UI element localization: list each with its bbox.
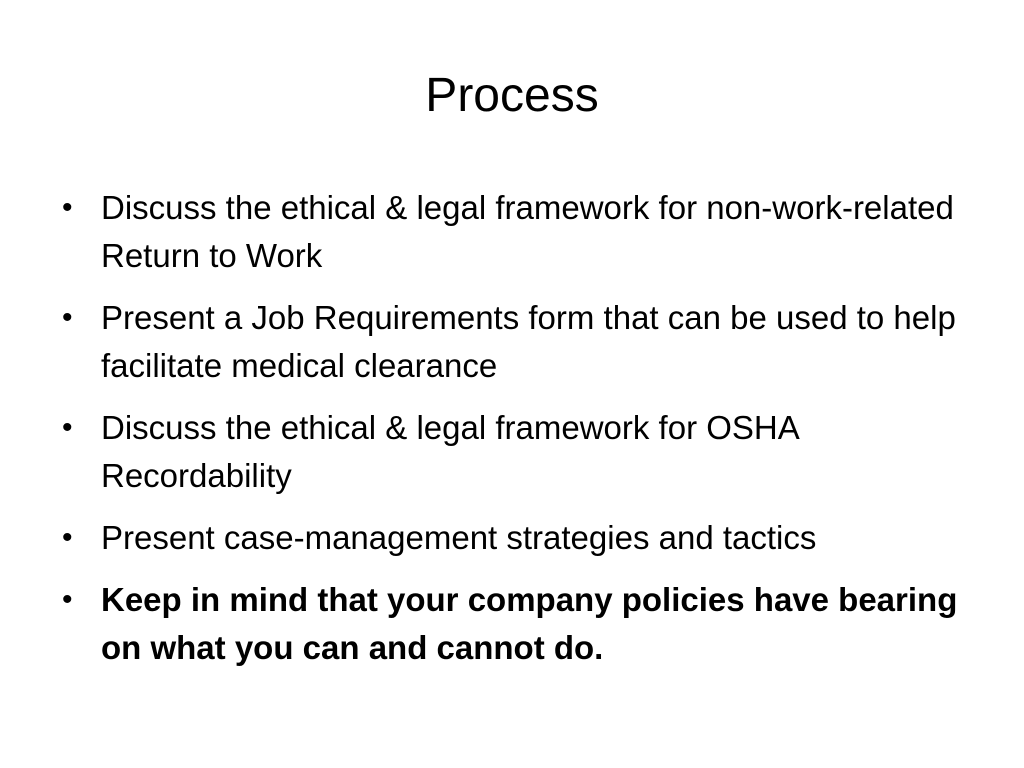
bullet-item [56,184,976,280]
bullet-item-emphasis [56,576,976,672]
bullet-item [56,294,976,390]
bullet-list [56,184,976,686]
bullet-text: Discuss the ethical & legal framework for OSHA Recordability [101,409,798,494]
bullet-icon: • [62,191,73,224]
bullet-icon: • [62,301,73,334]
bullet-icon: • [62,411,73,444]
bullet-text: Discuss the ethical & legal framework for non-work-related Return to Work [101,189,954,274]
bullet-icon: • [62,521,73,554]
bullet-text: Present a Job Requirements form that can be used to help facilitate medical clearance [101,299,956,384]
slide-title: Process [425,69,599,122]
bullet-text: Present case-management strategies and tactics [101,519,817,556]
bullet-item [56,404,976,500]
bullet-icon: • [62,583,73,616]
bullet-item [56,514,976,562]
bullet-text: Keep in mind that your company policies have bearing on what you can and cannot do. [101,581,958,666]
